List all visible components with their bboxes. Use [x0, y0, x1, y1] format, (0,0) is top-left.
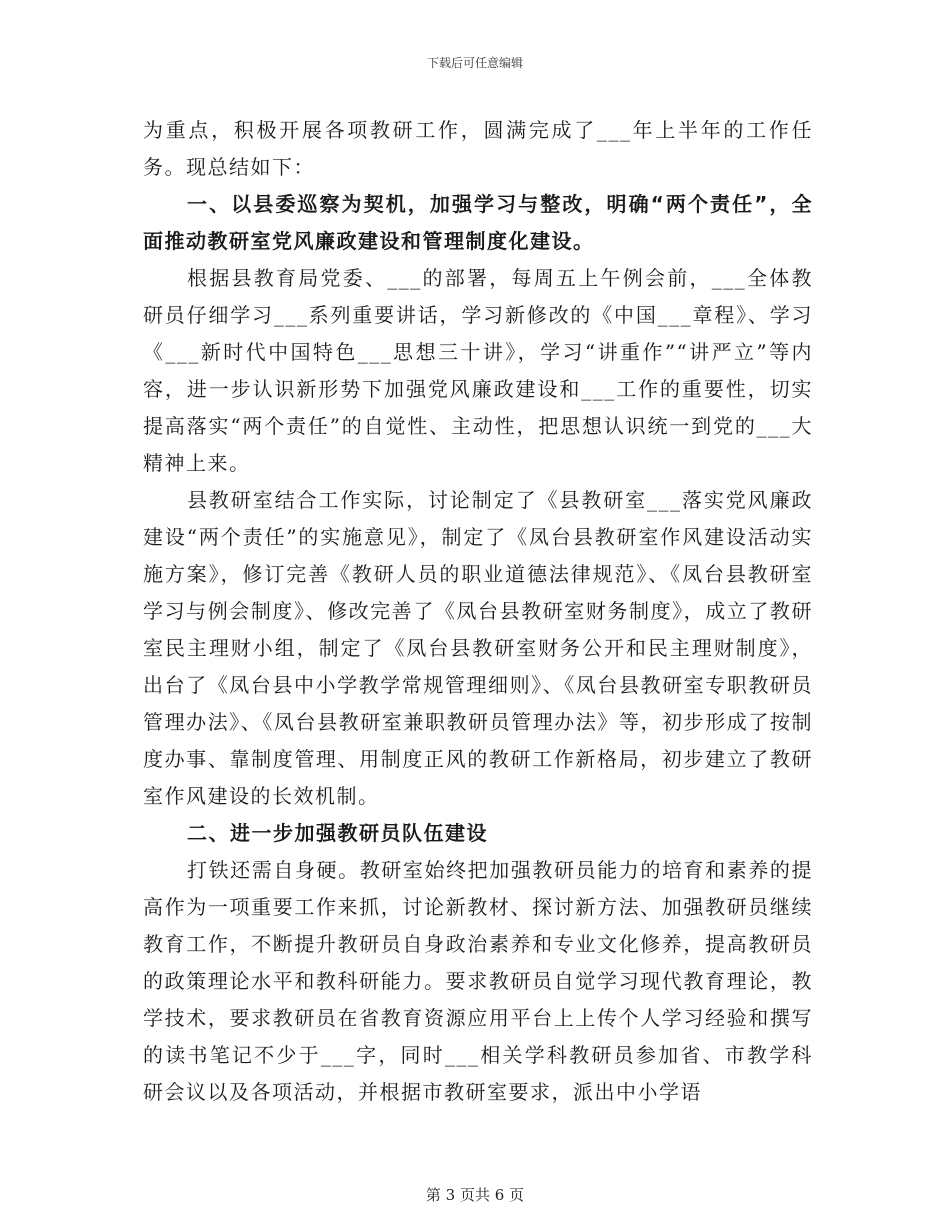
- section-heading-1: 一、以县委巡察为契机，加强学习与整改，明确“两个责任”，全面推动教研室党风廉政建设和管理制度化建设。: [143, 192, 813, 253]
- paragraph-study: 根据县教育局党委、___的部署，每周五上午例会前，___全体教研员仔细学习___系列重要讲话，学习新修改的《中国___章程》、学习《___新时代中国特色___思想三十讲》，学习“讲重作”“讲严立”等内容，进一步认识新形势下加强党风廉政建设和___工作的重要性，切实提高落实“两个责任”的自觉性、主动性，把思想认识统一到党的___大精神上来。: [143, 266, 813, 475]
- document-body: [143, 112, 813, 1111]
- paragraph-team-building: 打铁还需自身硬。教研室始终把加强教研员能力的培育和素养的提高作为一项重要工作来抓，讨论新教材、探讨新方法、加强教研员继续教育工作，不断提升教研员自身政治素养和专业文化修养，提高教研员的政策理论水平和教科研能力。要求教研员自觉学习现代教育理论，教学技术，要求教研员在省教育资源应用平台上上传个人学习经验和撰写的读书笔记不少于___字，同时___相关学科教研员参加省、市教学科研会议以及各项活动，并根据市教研室要求，派出中小学语: [143, 858, 813, 1104]
- section-heading-2: 二、进一步加强教研员队伍建设: [187, 821, 488, 845]
- page-header-note: 下载后可任意编辑: [426, 56, 523, 70]
- paragraph-continuation: 为重点，积极开展各项教研工作，圆满完成了___年上半年的工作任务。现总结如下：: [143, 118, 813, 179]
- paragraph-regulations: 县教研室结合工作实际，讨论制定了《县教研室___落实党风廉政建设“两个责任”的实施意见》，制定了《凤台县教研室作风建设活动实施方案》，修订完善《教研人员的职业道德法律规范》、《凤台县教研室学习与例会制度》、修改完善了《凤台县教研室财务制度》，成立了教研室民主理财小组，制定了《凤台县教研室财务公开和民主理财制度》，出台了《凤台县中小学教学常规管理细则》、《凤台县教研室专职教研员管理办法》、《凤台县教研室兼职教研员管理办法》等，初步形成了按制度办事、靠制度管理、用制度正风的教研工作新格局，初步建立了教研室作风建设的长效机制。: [143, 488, 813, 808]
- page-number-footer: 第 3 页共 6 页: [425, 1186, 525, 1204]
